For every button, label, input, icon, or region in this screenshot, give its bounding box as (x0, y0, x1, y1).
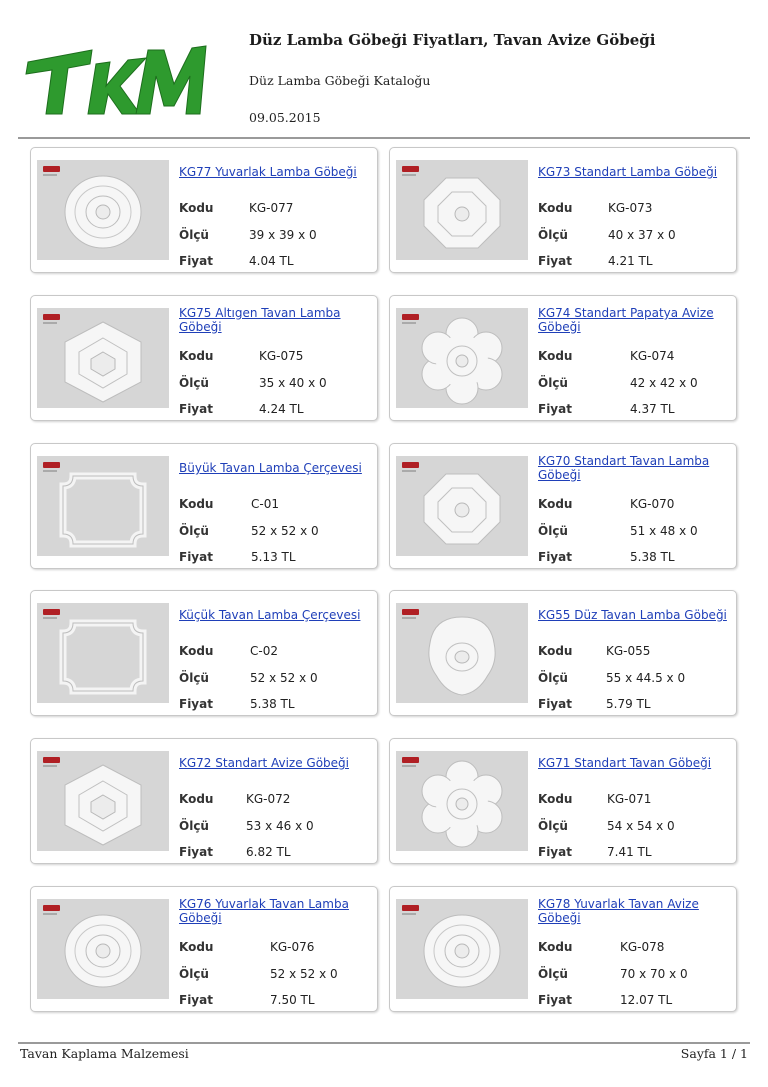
footer-page-number: Sayfa 1 / 1 (680, 1046, 748, 1061)
product-name-link[interactable]: KG78 Yuvarlak Tavan Avize Göbeği (538, 897, 699, 925)
product-size: 54 x 54 x 0 (607, 819, 675, 833)
product-tag-sub (43, 174, 57, 176)
product-code: KG-074 (630, 349, 675, 363)
footer-divider (18, 1042, 750, 1044)
product-name-link[interactable]: KG77 Yuvarlak Lamba Göbeği (179, 165, 357, 179)
product-tag-sub (402, 617, 416, 619)
product-tag-sub (402, 174, 416, 176)
product-card (389, 590, 737, 716)
product-price: 5.79 TL (606, 697, 651, 711)
product-card (30, 886, 378, 1012)
product-name-link[interactable]: KG73 Standart Lamba Göbeği (538, 165, 718, 179)
price-label: Fiyat (179, 550, 213, 564)
product-name-link[interactable]: KG75 Altıgen Tavan Lamba Göbeği (179, 306, 341, 334)
product-card (30, 295, 378, 421)
product-tag-sub (402, 913, 416, 915)
code-label: Kodu (538, 792, 573, 806)
product-image (37, 308, 169, 408)
product-card (30, 590, 378, 716)
product-tag-badge (43, 609, 60, 615)
product-code: KG-077 (249, 201, 294, 215)
page-title: Düz Lamba Göbeği Fiyatları, Tavan Avize Göbeği (249, 31, 656, 49)
product-tag-sub (402, 322, 416, 324)
size-label: Ölçü (538, 671, 568, 685)
product-tag-sub (402, 470, 416, 472)
price-label: Fiyat (179, 402, 213, 416)
code-label: Kodu (179, 201, 214, 215)
product-tag-sub (43, 617, 57, 619)
product-tag-sub (43, 913, 57, 915)
product-name-link[interactable]: KG74 Standart Papatya Avize Göbeği (538, 306, 714, 334)
product-price: 7.50 TL (270, 993, 315, 1007)
product-size: 52 x 52 x 0 (251, 524, 319, 538)
code-label: Kodu (538, 940, 573, 954)
product-size: 55 x 44.5 x 0 (606, 671, 686, 685)
product-size: 52 x 52 x 0 (270, 967, 338, 981)
product-name-link[interactable]: KG70 Standart Tavan Lamba Göbeği (538, 454, 710, 482)
product-code: KG-070 (630, 497, 675, 511)
product-tag-badge (43, 166, 60, 172)
product-size: 42 x 42 x 0 (630, 376, 698, 390)
price-label: Fiyat (179, 845, 213, 859)
product-size: 70 x 70 x 0 (620, 967, 688, 981)
catalog-date: 09.05.2015 (249, 110, 321, 125)
price-label: Fiyat (538, 993, 572, 1007)
product-image (37, 603, 169, 703)
product-code: KG-072 (246, 792, 291, 806)
price-label: Fiyat (179, 993, 213, 1007)
price-label: Fiyat (538, 402, 572, 416)
product-code: C-02 (250, 644, 278, 658)
product-price: 6.82 TL (246, 845, 291, 859)
product-card (389, 443, 737, 569)
code-label: Kodu (538, 644, 573, 658)
product-tag-badge (402, 166, 419, 172)
code-label: Kodu (179, 349, 214, 363)
product-code: KG-076 (270, 940, 315, 954)
product-tag-badge (402, 609, 419, 615)
product-image (396, 751, 528, 851)
product-name-link[interactable]: KG72 Standart Avize Göbeği (179, 756, 349, 770)
product-tag-sub (43, 470, 57, 472)
size-label: Ölçü (538, 228, 568, 242)
product-image (396, 603, 528, 703)
code-label: Kodu (179, 644, 214, 658)
product-code: KG-073 (608, 201, 653, 215)
footer-company: Tavan Kaplama Malzemesi (20, 1046, 189, 1061)
product-image (396, 308, 528, 408)
product-tag-badge (402, 462, 419, 468)
product-card (30, 443, 378, 569)
size-label: Ölçü (179, 967, 209, 981)
price-label: Fiyat (538, 845, 572, 859)
product-code: C-01 (251, 497, 279, 511)
product-tag-badge (43, 905, 60, 911)
product-price: 4.37 TL (630, 402, 675, 416)
product-name-link[interactable]: Büyük Tavan Lamba Çerçevesi (179, 461, 362, 475)
product-card (389, 147, 737, 273)
product-price: 4.24 TL (259, 402, 304, 416)
product-tag-sub (43, 765, 57, 767)
price-label: Fiyat (538, 254, 572, 268)
product-name-link[interactable]: KG71 Standart Tavan Göbeği (538, 756, 712, 770)
price-label: Fiyat (538, 550, 572, 564)
code-label: Kodu (179, 940, 214, 954)
product-price: 12.07 TL (620, 993, 673, 1007)
product-code: KG-071 (607, 792, 652, 806)
product-tag-badge (43, 462, 60, 468)
product-image (37, 751, 169, 851)
code-label: Kodu (179, 792, 214, 806)
code-label: Kodu (538, 497, 573, 511)
product-card (389, 886, 737, 1012)
size-label: Ölçü (538, 376, 568, 390)
product-tag-sub (402, 765, 416, 767)
product-card (30, 738, 378, 864)
size-label: Ölçü (179, 524, 209, 538)
product-code: KG-055 (606, 644, 651, 658)
product-price: 7.41 TL (607, 845, 652, 859)
product-tag-badge (402, 905, 419, 911)
product-image (396, 160, 528, 260)
product-tag-badge (43, 314, 60, 320)
size-label: Ölçü (538, 524, 568, 538)
product-image (396, 456, 528, 556)
product-card (30, 147, 378, 273)
catalog-subtitle: Düz Lamba Göbeği Kataloğu (249, 73, 431, 88)
code-label: Kodu (179, 497, 214, 511)
product-size: 51 x 48 x 0 (630, 524, 698, 538)
product-image (37, 456, 169, 556)
product-tag-badge (402, 757, 419, 763)
product-price: 5.13 TL (251, 550, 296, 564)
header-divider (18, 137, 750, 139)
price-label: Fiyat (538, 697, 572, 711)
product-name-link[interactable]: KG76 Yuvarlak Tavan Lamba Göbeği (179, 897, 349, 925)
product-size: 52 x 52 x 0 (250, 671, 318, 685)
product-card (389, 738, 737, 864)
product-image (37, 160, 169, 260)
price-label: Fiyat (179, 254, 213, 268)
product-price: 4.04 TL (249, 254, 294, 268)
size-label: Ölçü (179, 228, 209, 242)
product-tag-badge (402, 314, 419, 320)
size-label: Ölçü (179, 819, 209, 833)
size-label: Ölçü (538, 967, 568, 981)
size-label: Ölçü (179, 376, 209, 390)
product-code: KG-078 (620, 940, 665, 954)
product-name-link[interactable]: KG55 Düz Tavan Lamba Göbeği (538, 608, 727, 622)
product-name-link[interactable]: Küçük Tavan Lamba Çerçevesi (179, 608, 361, 622)
product-code: KG-075 (259, 349, 304, 363)
product-price: 4.21 TL (608, 254, 653, 268)
code-label: Kodu (538, 201, 573, 215)
product-size: 39 x 39 x 0 (249, 228, 317, 242)
product-price: 5.38 TL (630, 550, 675, 564)
code-label: Kodu (538, 349, 573, 363)
product-size: 53 x 46 x 0 (246, 819, 314, 833)
product-price: 5.38 TL (250, 697, 295, 711)
product-size: 35 x 40 x 0 (259, 376, 327, 390)
product-tag-sub (43, 322, 57, 324)
tkm-logo (24, 40, 210, 122)
product-image (37, 899, 169, 999)
size-label: Ölçü (538, 819, 568, 833)
product-size: 40 x 37 x 0 (608, 228, 676, 242)
product-tag-badge (43, 757, 60, 763)
price-label: Fiyat (179, 697, 213, 711)
size-label: Ölçü (179, 671, 209, 685)
product-card (389, 295, 737, 421)
product-image (396, 899, 528, 999)
